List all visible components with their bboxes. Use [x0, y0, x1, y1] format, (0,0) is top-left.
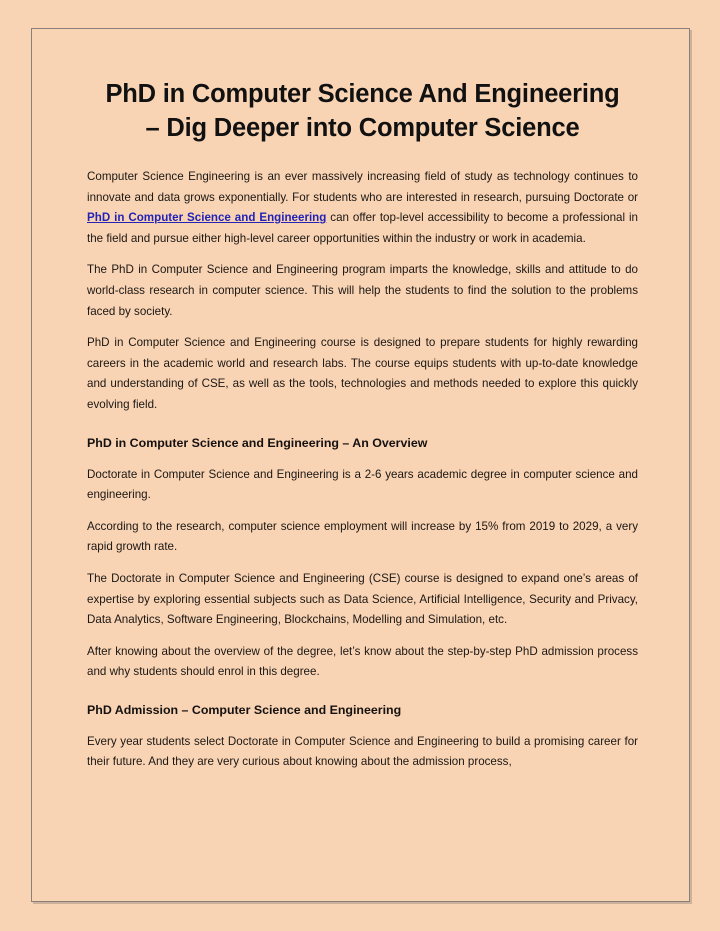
paragraph-intro	[87, 167, 638, 249]
page-frame	[31, 28, 690, 902]
phd-cse-link[interactable]: PhD in Computer Science and Engineering	[87, 211, 327, 225]
page-title-line-2: – Dig Deeper into Computer Science	[145, 114, 580, 142]
paragraph-intro-text-before-link: Computer Science Engineering is an ever massively increasing field of study as technology continues to innovate and data grows exponentially. For students who are interested in research, pursuing Doctorate or	[87, 170, 638, 204]
document-content	[87, 77, 638, 773]
heading-overview: PhD in Computer Science and Engineering – An Overview	[87, 435, 428, 450]
paragraph-intro-text-after-link: can offer top-level accessibility to become a professional in the field and pursue either high-level career opportunities within the industry or work in academia.	[87, 211, 638, 245]
paragraph-next-steps: After knowing about the overview of the degree, let’s know about the step-by-step PhD admission process and why students should enrol in this degree.	[87, 644, 638, 679]
page-title	[87, 77, 638, 145]
paragraph-employment-growth: According to the research, computer science employment will increase by 15% from 2019 to 2029, a very rapid growth rate.	[87, 519, 638, 554]
paragraph-duration: Doctorate in Computer Science and Engineering is a 2-6 years academic degree in computer science and engineering.	[87, 467, 638, 502]
paragraph-program-imparts: The PhD in Computer Science and Engineering program imparts the knowledge, skills and attitude to do world-class research in computer science. This will help the students to find the solution to the problems faced by society.	[87, 263, 638, 318]
paragraph-course-design: PhD in Computer Science and Engineering course is designed to prepare students for highly rewarding careers in the academic world and research labs. The course equips students with up-to-date knowledge and understanding of CSE, as well as the tools, technologies and methods needed to explore this quickly evolving field.	[87, 336, 638, 411]
paragraph-admission-intro: Every year students select Doctorate in Computer Science and Engineering to build a promising career for their future. And they are very curious about knowing about the admission process,	[87, 734, 638, 769]
paragraph-subjects: The Doctorate in Computer Science and Engineering (CSE) course is designed to expand one’s areas of expertise by exploring essential subjects such as Data Science, Artificial Intelligence, Security and Privacy, Data Analytics, Software Engineering, Blockchains, Modelling and Simulation, etc.	[87, 571, 638, 627]
page-title-line-1: PhD in Computer Science And Engineering	[105, 80, 620, 108]
heading-admission: PhD Admission – Computer Science and Engineering	[87, 702, 402, 717]
